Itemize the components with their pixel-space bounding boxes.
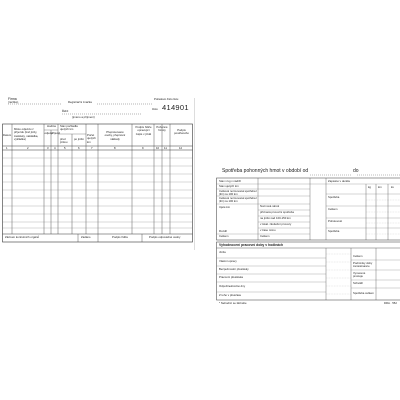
work-row-label: Jízda	[219, 250, 226, 254]
col-header-hour: Hodina	[47, 124, 56, 128]
col-header-km-count: Počet ujetých km	[87, 133, 96, 144]
unit-km-label: km	[378, 185, 382, 189]
firma-label: Firma	[8, 97, 17, 101]
fuel-subrow-label: na jízdě nad 100-150 km	[260, 216, 291, 220]
fuel-row-label: Rozdíl	[219, 229, 227, 233]
registration-label: Registrační značka	[68, 100, 92, 104]
work-time-title: Vyhodnocení pracovní doby v hodinách	[219, 242, 284, 247]
fuel-row-label: Celková normovaná spotřeba l (litr) na 100 km	[219, 189, 257, 196]
form-code: DRA · 552	[384, 301, 397, 305]
col-number: 9	[142, 146, 144, 150]
col-header-route: Místo odjezdu z příjezdu (trať jízdy, zastávky, nakládka, vykládka)	[14, 127, 39, 141]
footnote: * Nehodící se škrtněte	[219, 301, 247, 305]
col-header-departure: odjezd	[44, 131, 53, 135]
col-header-before: před jízdou	[60, 137, 68, 145]
sequence-label: Pořadové číslo listu	[154, 97, 179, 101]
col-header-fuel: Pohonné hmoty	[156, 125, 168, 133]
col-number: 7	[91, 146, 93, 150]
work-row-label: Pracovní přestávka	[219, 275, 243, 279]
work-row-label: Vlastní opravy	[219, 259, 237, 263]
inspection-record-label: Záznam kontrolních orgánů	[5, 235, 40, 239]
col-header-driver-signature: Podpis řidiče opravující zápis v jízdě	[135, 125, 152, 136]
work-right-label: Celkem	[353, 254, 363, 258]
col-number: 5	[64, 146, 66, 150]
trip-log-sheet	[2, 98, 195, 250]
fuel-subrow-label: Celkem	[260, 234, 270, 238]
fuel-subrow-label: Normová nárok	[260, 204, 280, 208]
unit-kg-label: kg	[368, 185, 371, 189]
col-number: 2	[27, 146, 29, 150]
logbook-entry-label: Zapsáno v deníku	[328, 179, 351, 183]
work-row-label: Odpočinek/volné dny	[219, 284, 246, 288]
col-number: 1	[6, 146, 8, 150]
col-header-odometer: Stav počítadla ujetých km	[60, 124, 78, 132]
fuel-row-label: Celková normovaná spotřeba l (litr) na 100 km	[219, 196, 257, 203]
period-to-label: do	[353, 168, 359, 174]
col-number: 4	[54, 146, 56, 150]
fuel-subrow-label: v čase mimo	[260, 228, 276, 232]
driver-sublabel: (jméno a příjmení)	[72, 115, 95, 119]
standby-label: Pohotovost	[328, 219, 342, 223]
sheet-number: 414901	[162, 103, 189, 112]
fuel-row-label: Stav ujetých km	[219, 184, 239, 188]
col-header-cargo: Přepravované osoby, přepravní náklady	[104, 130, 126, 141]
col-number: 8	[114, 146, 116, 150]
col-number: 6	[78, 146, 80, 150]
work-right-label: Vynucené prostoje	[353, 271, 366, 278]
work-row-label: Bezpečnostní přestávky	[219, 267, 249, 271]
col-number: 10	[156, 146, 160, 150]
fuel-period-title: Spotřeba pohonných hmot v období od	[222, 168, 309, 174]
col-number: 3	[47, 146, 49, 150]
fuel-row-label: Celkem	[219, 234, 229, 238]
work-row-label: Z toho v přesčasu	[219, 293, 242, 297]
fuel-row-label: Ujeté km	[219, 205, 231, 209]
work-right-label: Schválil	[353, 281, 363, 285]
col-header-arrival: příjezd	[51, 131, 60, 135]
col-header-date: Datum	[3, 133, 12, 137]
responsible-signature-label: Podpis odpovědné osoby	[149, 235, 181, 239]
fuel-subrow-label: přiznaná provozní spotřeba	[260, 210, 294, 214]
col-number: 11	[164, 146, 167, 150]
consumption-2-label: Spotřeba	[328, 229, 340, 233]
firma-sublabel: (razítko)	[8, 100, 19, 104]
consumption-label: Spotřeba	[328, 195, 340, 199]
driver-signature-label: Podpis řidiče	[112, 235, 129, 239]
fuel-row-label: Stav v kg v nádrži	[219, 179, 242, 183]
fuel-subrow-label: v lokal. zkušební provozy	[260, 222, 292, 226]
col-number: 12	[179, 146, 183, 150]
total-label: Celkem	[328, 207, 338, 211]
col-header-authorized-signature: Podpis pověřeného	[174, 128, 189, 136]
trip-log-grid	[2, 98, 194, 250]
fuel-consumption-sheet	[216, 166, 400, 306]
work-right-label: Spotřeba celkem	[353, 291, 374, 295]
col-header-after: po jízdě	[74, 137, 84, 141]
driver-label: Řidič	[62, 109, 69, 113]
number-label: číslo	[152, 107, 158, 111]
unit-ks-label: ks	[391, 185, 394, 189]
entered-label: Zadáno	[81, 235, 91, 239]
work-right-label: Podmínky doby zaměstnance	[353, 261, 373, 268]
